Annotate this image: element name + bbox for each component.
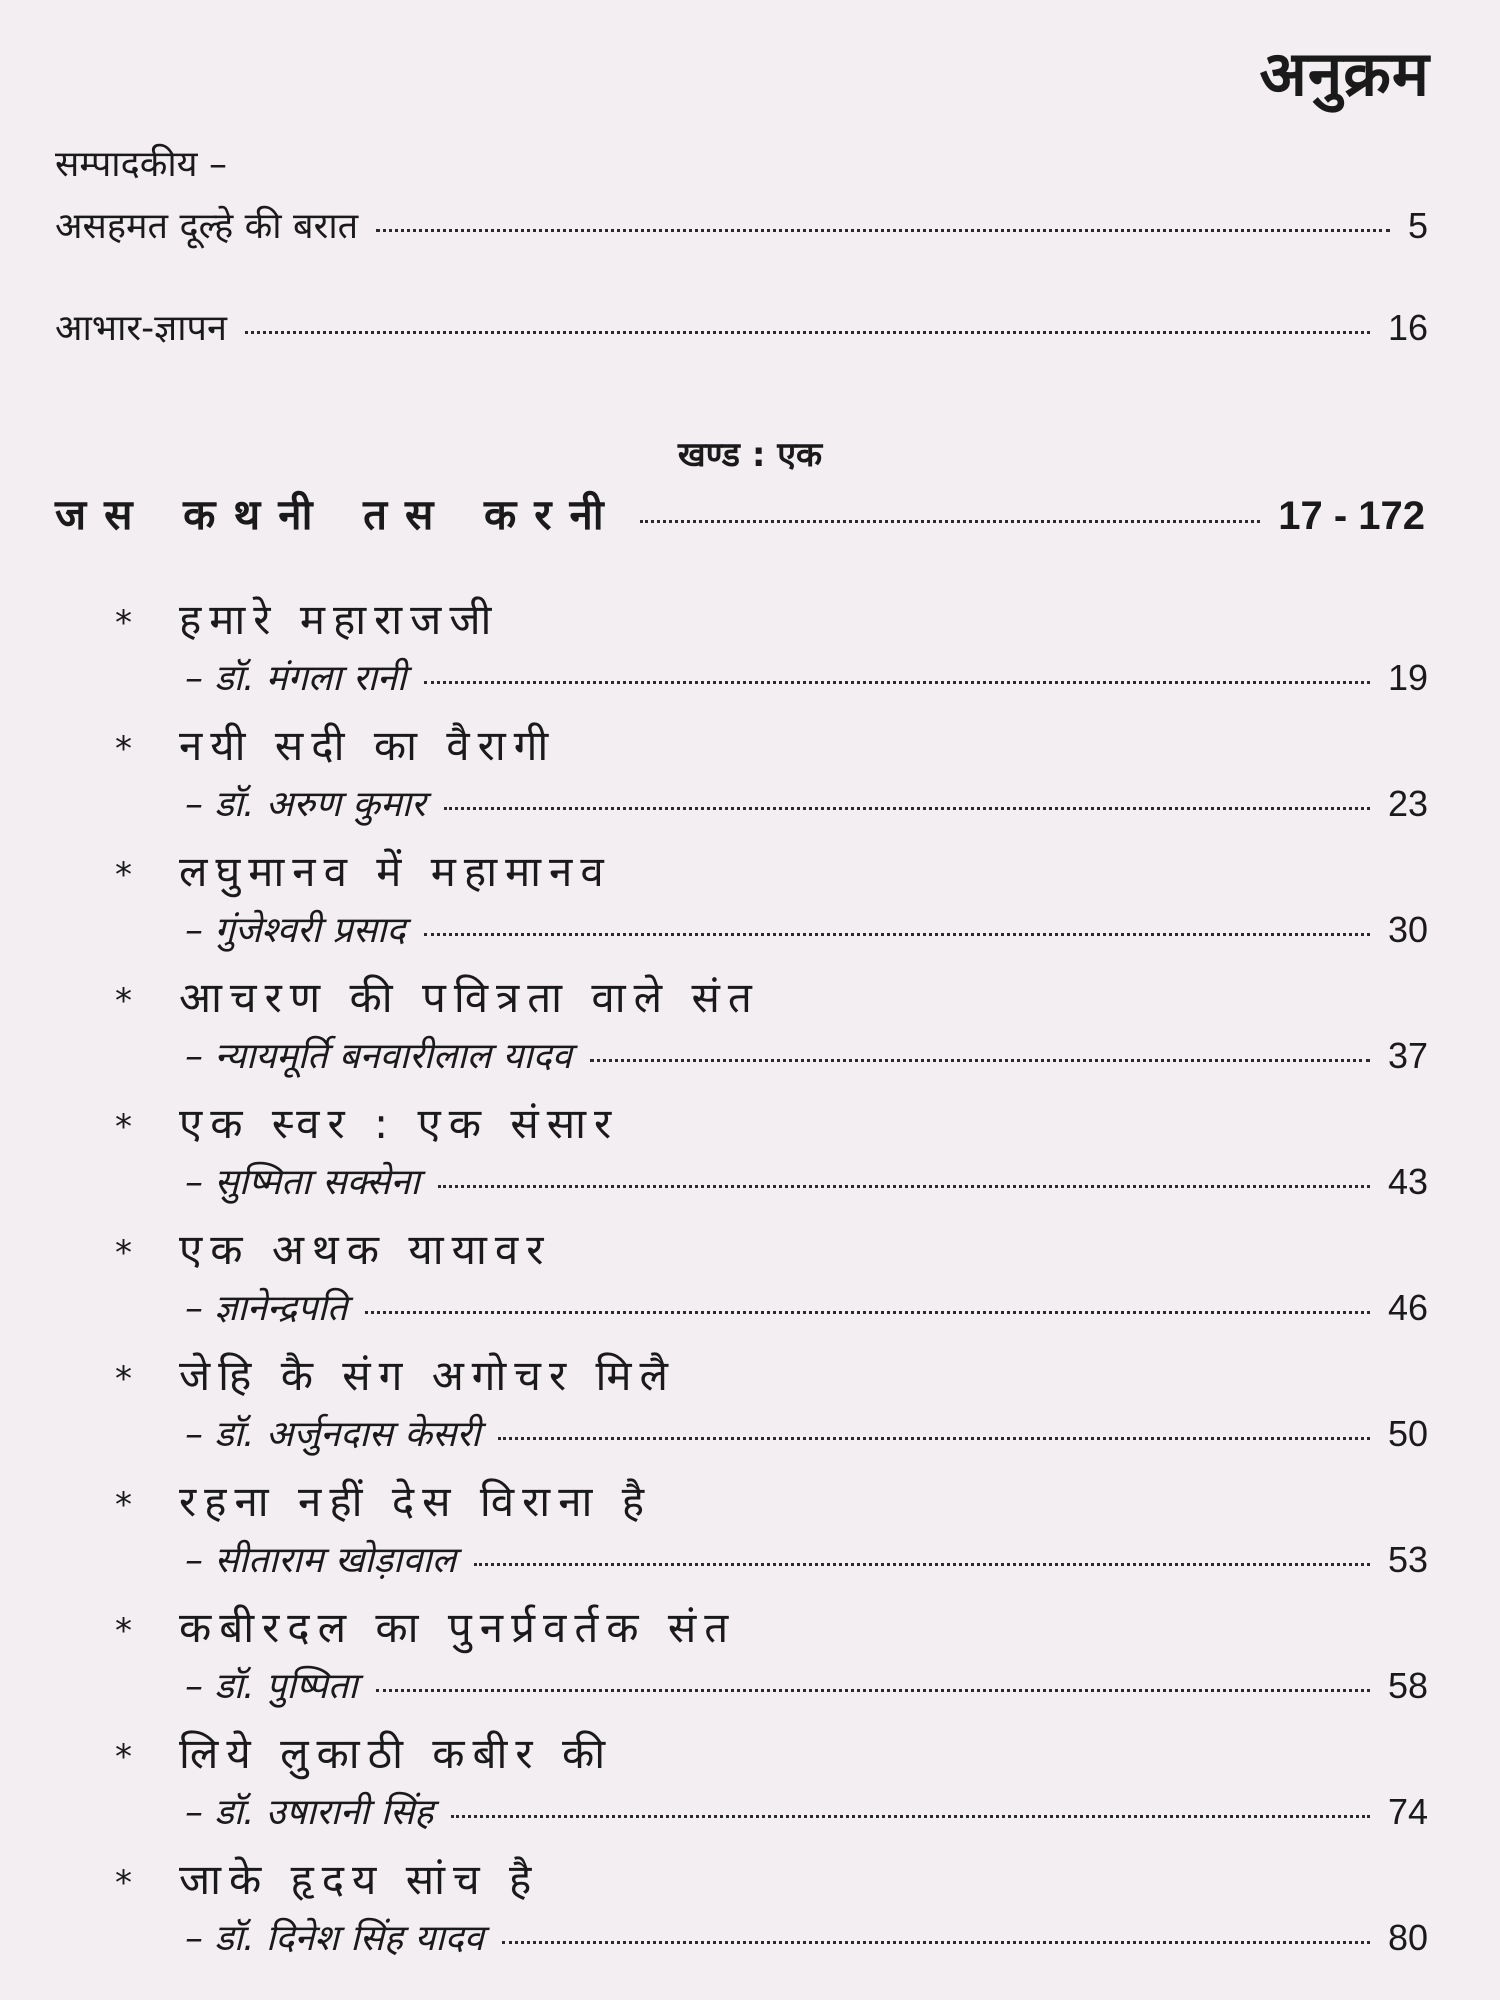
entry-author-row xyxy=(185,1408,1428,1457)
entry-page-number: 23 xyxy=(1387,783,1428,824)
entry-title-row xyxy=(115,590,499,647)
entry-author: – गुंजेश्वरी प्रसाद xyxy=(185,910,406,951)
entry-page-number: 46 xyxy=(1387,1287,1428,1328)
toc-row-acknowledgement xyxy=(55,302,1428,351)
dot-leader xyxy=(365,1311,1370,1314)
entry-author: – सुष्मिता सक्सेना xyxy=(185,1162,420,1203)
bullet-asterisk: * xyxy=(115,729,132,769)
bullet-asterisk: * xyxy=(115,1863,132,1903)
entry-title: हमारे महाराजजी xyxy=(179,595,500,644)
entry-author: – डॉ. अर्जुनदास केसरी xyxy=(185,1414,481,1455)
entry-title-row xyxy=(115,1850,539,1907)
entry-title-row xyxy=(115,716,556,773)
dot-leader xyxy=(376,229,1390,232)
entry-author-row xyxy=(185,1282,1428,1331)
entry-author-row xyxy=(185,778,1428,827)
entry-author: – डॉ. पुष्पिता xyxy=(185,1666,358,1707)
entry-title-row xyxy=(115,1220,551,1277)
entry-title-row xyxy=(115,968,760,1025)
entry-author-row xyxy=(185,1030,1428,1079)
entry-page-number: 43 xyxy=(1387,1161,1428,1202)
dot-leader xyxy=(424,681,1370,684)
entry-title: रहना नहीं देस विराना है xyxy=(179,1477,653,1526)
dot-leader xyxy=(498,1437,1370,1440)
entry-page-number: 37 xyxy=(1387,1035,1428,1076)
bullet-asterisk: * xyxy=(115,603,132,643)
entry-author-row xyxy=(185,1156,1428,1205)
entry-author: – ज्ञानेन्द्रपति xyxy=(185,1288,348,1329)
toc-title: आभार-ज्ञापन xyxy=(55,308,227,349)
dot-leader xyxy=(444,807,1370,810)
dot-leader xyxy=(640,520,1261,523)
entry-page-number: 80 xyxy=(1387,1917,1428,1958)
dot-leader xyxy=(245,331,1370,334)
entry-title: लिये लुकाठी कबीर की xyxy=(179,1729,614,1778)
entry-author-row xyxy=(185,1912,1428,1961)
entry-author-row xyxy=(185,1786,1428,1835)
page-heading: अनुक्रम xyxy=(1259,37,1430,110)
entry-author: – डॉ. मंगला रानी xyxy=(185,658,407,699)
bullet-asterisk: * xyxy=(115,1233,132,1273)
dot-leader xyxy=(424,933,1370,936)
toc-page-number: 5 xyxy=(1407,205,1428,246)
dot-leader xyxy=(438,1185,1370,1188)
bullet-asterisk: * xyxy=(115,1485,132,1525)
entry-title-row xyxy=(115,1724,613,1781)
dot-leader xyxy=(451,1815,1370,1818)
section-page-range: 17 - 172 xyxy=(1278,494,1425,538)
entry-title-row xyxy=(115,1472,652,1529)
entry-page-number: 30 xyxy=(1387,909,1428,950)
entry-author: – डॉ. अरुण कुमार xyxy=(185,784,426,825)
toc-page-number: 16 xyxy=(1387,307,1428,348)
entry-page-number: 53 xyxy=(1387,1539,1428,1580)
entry-author: – डॉ. दिनेश सिंह यादव xyxy=(185,1918,484,1959)
entry-page-number: 50 xyxy=(1387,1413,1428,1454)
dot-leader xyxy=(590,1059,1370,1062)
bullet-asterisk: * xyxy=(115,1107,132,1147)
entry-author-row xyxy=(185,1534,1428,1583)
section-label: खण्ड : एक xyxy=(677,435,823,475)
entry-title: आचरण की पवित्रता वाले संत xyxy=(179,973,760,1022)
entry-title: जाके हृदय सांच है xyxy=(179,1855,540,1904)
entry-title: लघुमानव में महामानव xyxy=(179,847,612,896)
entry-title-row xyxy=(115,842,612,899)
dot-leader xyxy=(376,1689,1370,1692)
entry-author-row xyxy=(185,904,1428,953)
dot-leader xyxy=(474,1563,1370,1566)
entry-title-row xyxy=(115,1346,676,1403)
entry-title: जेहि कै संग अगोचर मिलै xyxy=(179,1351,676,1400)
bullet-asterisk: * xyxy=(115,981,132,1021)
section-title-row xyxy=(55,485,1425,542)
toc-title: असहमत दूल्हे की बरात xyxy=(55,206,359,247)
entry-author: – न्यायमूर्ति बनवारीलाल यादव xyxy=(185,1036,572,1077)
toc-row-editorial xyxy=(55,200,1428,249)
entry-title-row xyxy=(115,1598,736,1655)
entry-page-number: 19 xyxy=(1387,657,1428,698)
entry-author: – सीताराम खोड़ावाल xyxy=(185,1540,457,1581)
editorial-label: सम्पादकीय – xyxy=(55,144,228,185)
entry-title: एक स्वर : एक संसार xyxy=(179,1099,620,1148)
entry-title: एक अथक यायावर xyxy=(179,1225,552,1274)
entry-page-number: 58 xyxy=(1387,1665,1428,1706)
bullet-asterisk: * xyxy=(115,855,132,895)
bullet-asterisk: * xyxy=(115,1737,132,1777)
entry-author-row xyxy=(185,652,1428,701)
entry-title: नयी सदी का वैरागी xyxy=(179,721,557,770)
entry-author: – डॉ. उषारानी सिंह xyxy=(185,1792,434,1833)
entry-author-row xyxy=(185,1660,1428,1709)
section-title: जस कथनी तस करनी xyxy=(55,490,622,539)
entry-title-row xyxy=(115,1094,619,1151)
dot-leader xyxy=(502,1941,1370,1944)
bullet-asterisk: * xyxy=(115,1611,132,1651)
bullet-asterisk: * xyxy=(115,1359,132,1399)
entry-page-number: 74 xyxy=(1387,1791,1428,1832)
entry-title: कबीरदल का पुनर्प्रवर्तक संत xyxy=(179,1603,737,1652)
